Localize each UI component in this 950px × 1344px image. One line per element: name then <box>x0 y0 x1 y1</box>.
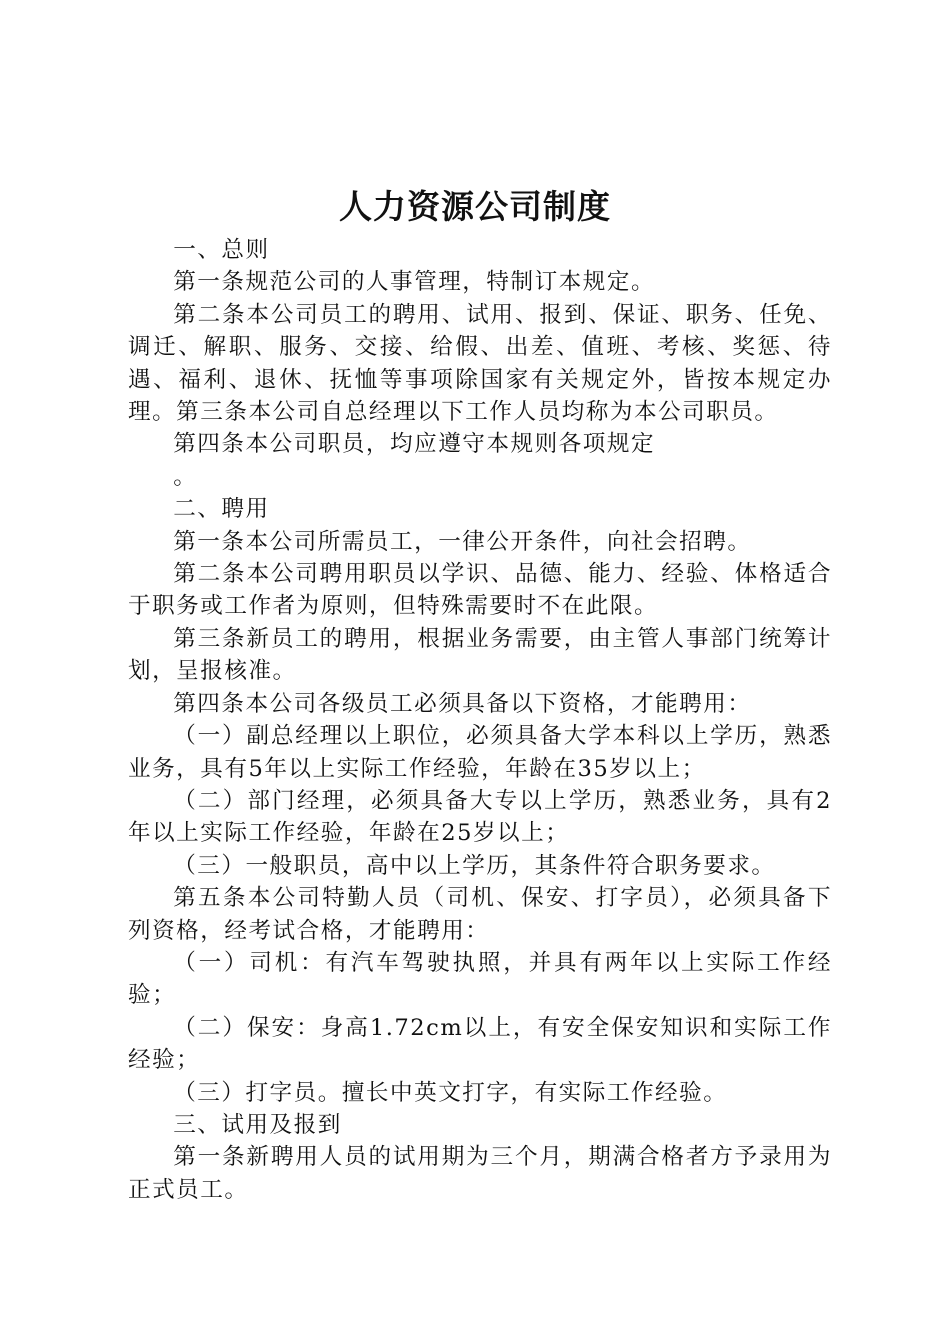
paragraph: （三）一般职员，高中以上学历，其条件符合职务要求。 <box>173 852 776 879</box>
document-title: 人力资源公司制度 <box>339 187 611 226</box>
paragraph: 。 <box>173 463 198 490</box>
paragraph: （一）副总经理以上职位，必须具备大学本科以上学历，熟悉业务，具有5年以上实际工作经验，年龄在35岁以上； <box>128 723 832 782</box>
paragraph: （二）保安：身高1.72cm以上，有安全保安知识和实际工作经验； <box>128 1014 832 1074</box>
paragraph: 第二条本公司员工的聘用、试用、报到、保证、职务、任免、调迁、解职、服务、交接、给假、出差、值班、考核、奖惩、待遇、福利、退休、抚恤等事项除国家有关规定外，皆按本规定办理。第三条本公司自总经理以下工作人员均称为本公司职员。 <box>128 301 832 426</box>
paragraph: 第五条本公司特勤人员（司机、保安、打字员），必须具备下列资格，经考试合格，才能聘用： <box>128 885 832 944</box>
paragraph: 第四条本公司职员，均应遵守本规则各项规定 <box>173 431 656 458</box>
paragraph: （三）打字员。擅长中英文打字，有实际工作经验。 <box>173 1079 728 1106</box>
section-heading: 一、总则 <box>173 237 270 263</box>
paragraph: 第三条新员工的聘用，根据业务需要，由主管人事部门统筹计划，呈报核准。 <box>128 625 832 685</box>
paragraph: 第一条本公司所需员工，一律公开条件，向社会招聘。 <box>173 528 752 555</box>
paragraph: 第一条新聘用人员的试用期为三个月，期满合格者方予录用为正式员工。 <box>128 1144 832 1203</box>
section-heading: 二、聘用 <box>173 496 270 523</box>
paragraph: （二）部门经理，必须具备大专以上学历，熟悉业务，具有2年以上实际工作经验，年龄在25岁以上； <box>128 787 832 847</box>
paragraph: （一）司机：有汽车驾驶执照，并具有两年以上实际工作经验； <box>128 949 832 1009</box>
document-body <box>128 234 832 1206</box>
paragraph: 第四条本公司各级员工必须具备以下资格，才能聘用： <box>173 690 752 717</box>
paragraph: 第二条本公司聘用职员以学识、品德、能力、经验、体格适合于职务或工作者为原则，但特殊需要时不在此限。 <box>128 561 832 620</box>
section-heading: 三、试用及报到 <box>173 1111 342 1138</box>
paragraph: 第一条规范公司的人事管理，特制订本规定。 <box>173 269 656 296</box>
